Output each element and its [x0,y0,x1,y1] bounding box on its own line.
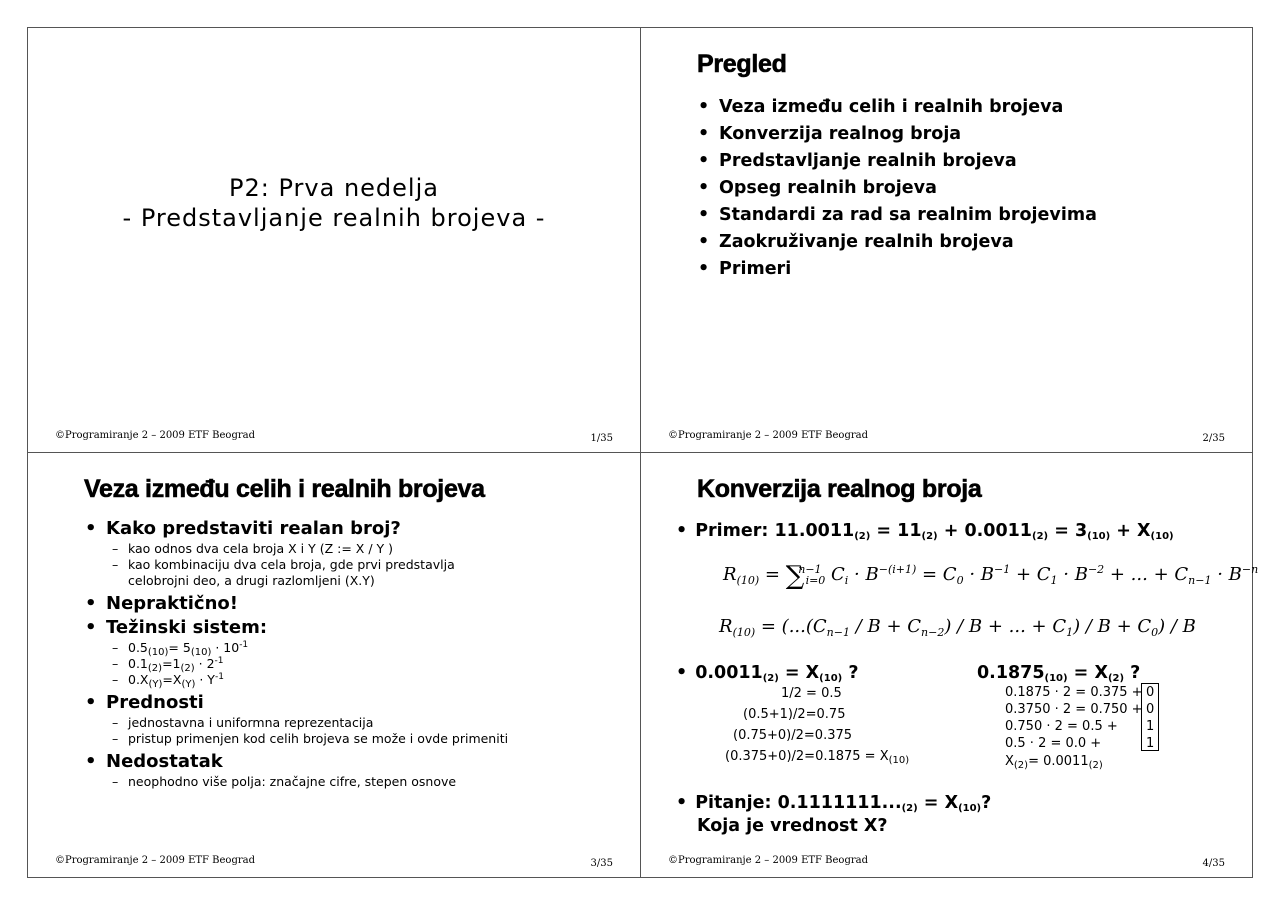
calc-left-row: $(0.375+0)/2=0.1875 = X_{(10)}$ [725,749,910,766]
calc-result: $X_{(2)}= 0.0011_{(2)}$ [1005,754,1103,771]
calc-right-row: 0.1875 · 2 = 0.375 + 0 [1005,685,1155,700]
sub-item: – $0.5_{(10)}= 5_{(10)} \cdot 10^{-1}$ [106,640,508,656]
formula-horner: $R_{(10)} = (...(C_{n-1} / B + C_{n-2}) / B$ + ... + $C_1) / B + C_0) / B$ [719,616,1196,639]
list-item: • Konverzija realnog broja [697,121,1097,148]
sub-list [106,640,508,688]
footer-copyright: ©Programiranje 2 – 2009 ETF Beograd [55,855,255,866]
question-line-2: Koja je vrednost X? [697,816,888,836]
page-number: 2/35 [1202,433,1225,444]
page-number: 4/35 [1202,858,1225,869]
sub-item: – kao kombinaciju dva cela broja, gde prvi predstavlja celobrojni deo, a drugi razlomljeni (X.Y) [106,557,508,589]
list-item: • Standardi za rad sa realnim brojevima [697,202,1097,229]
question-right: $0.1875_{(10)} = X_{(2)}$ ? [977,663,1141,684]
sub-list [106,774,508,790]
calc-right-row: 0.5 · 2 = 0.0 + 1 [1005,736,1155,751]
page-number: 3/35 [590,858,613,869]
calc-left-row: (0.5+1)/2=0.75 [743,707,846,722]
list-item: • Težinski sistem: – $0.5_{(10)}= 5_{(10)} \cdot 10^{-1}$ – $0.1_{(2)}=1_{(2)} \cdot 2^{-1}$ – $0.X_{(Y)}=X_{(Y)} \cdot Y^{-1}$ [84,616,508,688]
sub-item: – kao odnos dva cela broja X i Y (Z := X / Y ) [106,541,508,557]
sub-item: – neophodno više polja: značajne cifre, stepen osnove [106,774,508,790]
bits-box [1141,683,1159,751]
question-left: • $0.0011_{(2)} = X_{(10)}$ ? [676,663,859,684]
calc-left-row: (0.75+0)/2=0.375 [733,728,853,743]
list-item: • Kako predstaviti realan broj? – kao odnos dva cela broja X i Y (Z := X / Y ) – kao kombinaciju dva cela broja, gde prvi predstavlja celobrojni deo, a drugi razlomljeni (X.Y) [84,517,508,589]
sub-item: – pristup primenjen kod celih brojeva se može i ovde primeniti [106,731,508,747]
example-line: • Primer: $11.0011_{(2)} = 11_{(2)} + 0.0011_{(2)} = 3_{(10)} + X_{(10)}$ [676,521,1174,542]
slide-heading: Konverzija realnog broja [697,475,982,503]
slide-heading: Pregled [697,50,787,78]
content-list [84,517,508,793]
slide-3 [28,453,640,877]
list-item: • Nepraktično! [84,592,508,616]
list-item: • Prednosti – jednostavna i uniformna reprezentacija – pristup primenjen kod celih brojeva se može i ovde primeniti [84,691,508,747]
sub-item: – jednostavna i uniformna reprezentacija [106,715,508,731]
footer-copyright: ©Programiranje 2 – 2009 ETF Beograd [668,430,868,441]
sub-item: – $0.X_{(Y)}=X_{(Y)} \cdot Y^{-1}$ [106,672,508,688]
list-item: • Nedostatak – neophodno više polja: značajne cifre, stepen osnove [84,750,508,790]
page-number: 1/35 [590,433,613,444]
calc-left-row: 1/2 = 0.5 [781,686,842,701]
list-item: • Opseg realnih brojeva [697,175,1097,202]
list-item: • Veza između celih i realnih brojeva [697,94,1097,121]
overview-list [697,94,1097,283]
formula-sum: $R_{(10)} = \sum^{n-1}_{i=0}$ $C_i \cdot B^{-(i+1)} = C_0 \cdot B^{-1} + C_1 \cdot B^{-2}$ + ... + $C_{n-1} \cdot B^{-n}$ [723,561,1259,591]
footer-copyright: ©Programiranje 2 – 2009 ETF Beograd [668,855,868,866]
list-item: • Primeri [697,256,1097,283]
slide-1-title: P2: Prva nedelja - Predstavljanje realnih brojeva - [122,174,546,232]
calc-right-row: 0.750 · 2 = 0.5 + 1 [1005,719,1155,734]
list-item: • Predstavljanje realnih brojeva [697,148,1097,175]
sub-item: – $0.1_{(2)}=1_{(2)} \cdot 2^{-1}$ [106,656,508,672]
slide-1 [28,28,640,452]
question-line: • Pitanje: $0.1111111..._{(2)} = X_{(10)}$? [676,793,992,814]
slide-heading: Veza između celih i realnih brojeva [84,475,485,503]
sub-list [106,541,508,589]
sub-list [106,715,508,747]
slide-2 [641,28,1252,452]
footer-copyright: ©Programiranje 2 – 2009 ETF Beograd [55,430,255,441]
slide-4 [641,453,1259,877]
list-item: • Zaokruživanje realnih brojeva [697,229,1097,256]
calc-right-row: 0.3750 · 2 = 0.750 + 0 [1005,702,1155,717]
